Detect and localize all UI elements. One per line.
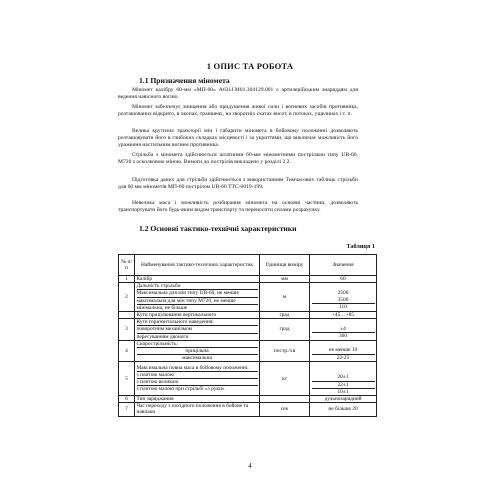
- table-row: Кути прицілювання вертикального град +45…+85: [119, 312, 377, 319]
- paragraph: Міномет забезпечує знищення або придушення живої сили і вогневих засобів противника, розташованих відкрито, в окопах, траншеях, на зворотніх скатах висот, в потоках, ущелинах і т. п.: [118, 104, 358, 118]
- table-row: 2 Дальність стрільби Максимальна для мін типу UB-60, не менше максимальна для мін типу М720, не менше мінімальна, не більше м 2500 3500 110: [119, 283, 377, 312]
- paragraph: Невелика маса і можливість розбирання міномета на основні частини, дозволяють транспортувати його будь-яким видом транспорту та переносити силами розрахунку.: [118, 200, 358, 214]
- paragraph: Міномет калібру 60-мм «МП-60» А631J.М01.304129.001 є артилерійським знаряддям для ведення навісного вогню.: [118, 87, 358, 101]
- paragraph: Підготовка даних для стрільби здійснюється з використанням Тимчасових таблиць стрільби для 60 мм мінометів МП-60 пострілом UB-60 ТТС-6019-199.: [118, 177, 358, 191]
- header-name: Найменування тактико-технічних характеристик: [135, 255, 260, 276]
- table-row: 4 Скорострільність: прицільна максимальна постр./хв не менше 10 22-25: [119, 340, 377, 362]
- section-heading: 1 ОПИС ТА РОБОТА: [206, 61, 294, 71]
- header-value: Значення: [310, 255, 377, 276]
- paragraph: Стрільба з міномета здійснюється штатними 60-мм мінометними пострілами типу UB-60, М720 з осколковою міною. Вимоги до пострілів викладено у розділі 2.2.: [118, 152, 358, 166]
- specs-table: [118, 254, 377, 417]
- table-header-row: [119, 255, 377, 276]
- subsection-title-specs: 1.2 Основні тактико-технічні характеристики: [139, 224, 297, 233]
- header-unit: Одиниця виміру: [260, 255, 310, 276]
- table-caption: Таблиця 1: [346, 243, 375, 250]
- table-row: 1 Калібр мм 60: [119, 276, 377, 283]
- table-row: 3 Кути горизонтального наведення: поворотним механізмом пересуванням двоноги град ±4 360: [119, 319, 377, 341]
- table-row: 5 Максимальна повна маса в бойовому положенні: з плитою малою з плитою великою з плитою малою при стрільбі «з руки» кг 20±1 22±1 10±1: [119, 362, 377, 396]
- page-number: 4: [248, 462, 252, 470]
- subsection-title-purpose: 1.1 Призначення міномета: [139, 76, 230, 85]
- table-row: 7 Час переходу з похідного положення в бойове та навпаки сек не більше 20: [119, 403, 377, 416]
- paragraph: Велика крутизна траєкторії мін і габарити міномета в бойовому положенні дозволяють розташовувати його в глибоких складках місцевості і за укриттями, що виключає можливість його ураження настильним вогнем противника.: [118, 128, 358, 149]
- header-number: № п/п: [119, 255, 135, 276]
- table-row: 6 Тип заряджання дульнозарядний: [119, 396, 377, 403]
